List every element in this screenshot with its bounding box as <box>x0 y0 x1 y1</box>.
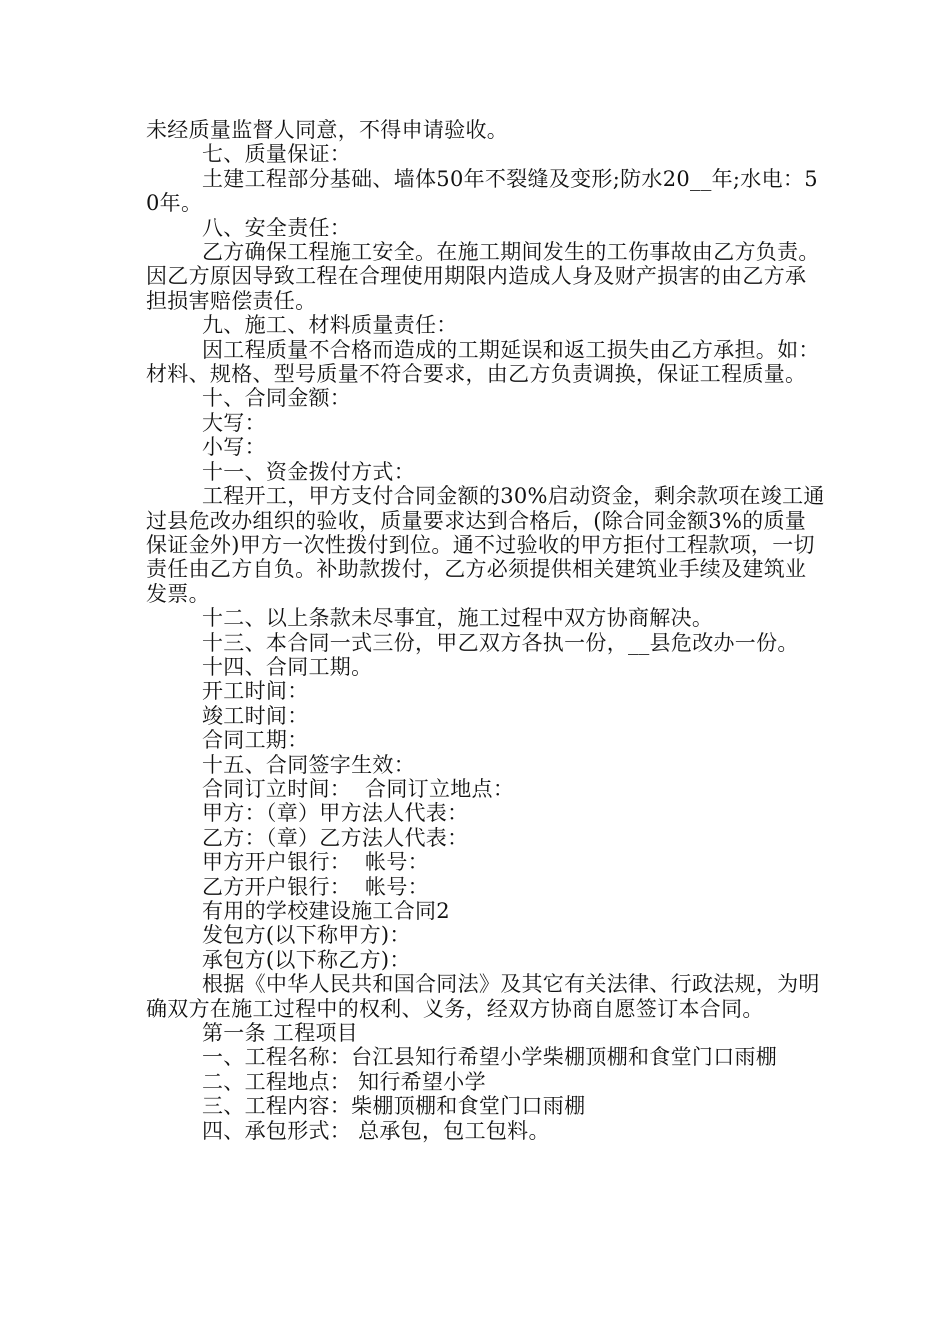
section-heading: 十、合同金额： <box>202 386 352 411</box>
paragraph: 根据《中华人民共和国合同法》及其它有关法律、行政法规，为明确双方在施工过程中的权利、义务，经双方协商自愿签订本合同。 <box>146 972 820 1021</box>
paragraph: 因工程质量不合格而造成的工期延误和返工损失由乙方承担。如：材料、规格、型号质量不符合要求，由乙方负责调换，保证工程质量。 <box>146 337 820 387</box>
field-line: 开工时间： <box>202 679 309 704</box>
field-line: 合同订立时间： 合同订立地点： <box>202 776 515 801</box>
field-line: 甲方开户银行： 帐号： <box>202 850 429 875</box>
field-line: 四、承包形式： 总承包，包工包料。 <box>202 1118 550 1143</box>
paragraph: 工程开工，甲方支付合同金额的30%启动资金，剩余款项在竣工通过县危改办组织的验收，质量要求达到合格后，(除合同金额3%的质量保证金外)甲方一次性拨付到位。通不过验收的甲方拒付工程款项，一切责任由乙方自负。补助款拨付，乙方必须提供相关建筑业手续及建筑业发票。 <box>146 484 825 606</box>
field-line: 合同工期： <box>202 728 309 753</box>
section-heading: 十四、合同工期。 <box>202 654 373 679</box>
section-heading: 八、安全责任： <box>202 215 352 240</box>
section-heading: 十五、合同签字生效： <box>202 752 415 777</box>
field-line: 乙方开户银行： 帐号： <box>202 874 429 899</box>
section-heading: 九、施工、材料质量责任： <box>202 313 458 338</box>
paragraph: 十二、以上条款未尽事宜，施工过程中双方协商解决。 <box>202 606 714 631</box>
section-heading: 第一条 工程项目 <box>202 1021 359 1046</box>
paragraph: 十三、本合同一式三份，甲乙双方各执一份，__县危改办一份。 <box>202 630 799 655</box>
document-title: 有用的学校建设施工合同2 <box>202 899 450 923</box>
field-line: 一、工程名称：台江县知行希望小学柴棚顶棚和食堂门口雨棚 <box>202 1045 778 1070</box>
section-heading: 十一、资金拨付方式： <box>202 459 415 484</box>
paragraph: 土建工程部分基础、墙体50年不裂缝及变形;防水20__年;水电：50年。 <box>146 166 818 216</box>
field-line: 乙方：（章）乙方法人代表： <box>202 825 469 850</box>
field-line: 发包方(以下称甲方)： <box>202 923 411 948</box>
section-heading: 七、质量保证： <box>202 142 352 167</box>
paragraph: 未经质量监督人同意，不得申请验收。 <box>146 118 509 142</box>
field-line: 三、工程内容：柴棚顶棚和食堂门口雨棚 <box>202 1094 586 1119</box>
field-line: 承包方(以下称乙方)： <box>202 947 411 972</box>
paragraph: 乙方确保工程施工安全。在施工期间发生的工伤事故由乙方负责。因乙方原因导致工程在合理使用期限内造成人身及财产损害的由乙方承担损害赔偿责任。 <box>146 240 820 313</box>
field-line: 二、工程地点： 知行希望小学 <box>202 1069 486 1094</box>
field-line: 甲方：（章）甲方法人代表： <box>202 801 469 826</box>
field-line: 大写： <box>202 410 266 435</box>
field-line: 小写： <box>202 435 266 460</box>
document-page <box>146 118 826 1143</box>
field-line: 竣工时间： <box>202 703 309 728</box>
